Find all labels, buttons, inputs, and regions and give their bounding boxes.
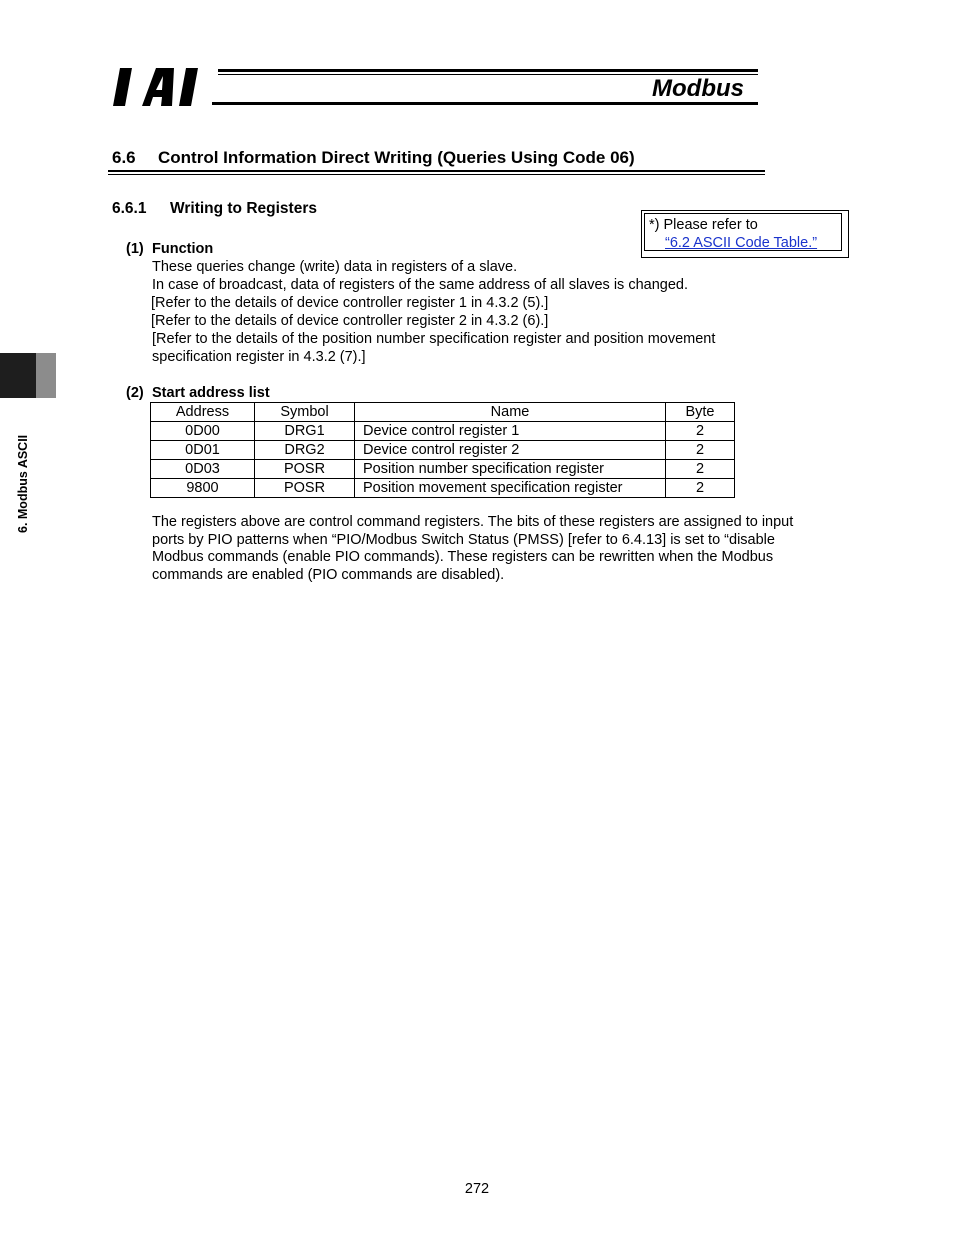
function-line: [Refer to the details of the position number specification register and position movement xyxy=(152,331,716,347)
function-line: These queries change (write) data in registers of a slave. xyxy=(152,259,518,275)
chapter-tab-gray xyxy=(36,353,56,398)
column-header-address: Address xyxy=(151,403,255,422)
cell-byte: 2 xyxy=(666,441,735,460)
cell-address: 9800 xyxy=(151,479,255,498)
table-row xyxy=(151,441,735,460)
cell-name: Device control register 2 xyxy=(355,441,666,460)
start-address-table xyxy=(150,402,735,498)
page-number: 272 xyxy=(464,1181,490,1197)
function-line: [Refer to the details of device controller register 2 in 4.3.2 (6).] xyxy=(151,313,549,329)
table-row xyxy=(151,479,735,498)
ascii-code-table-link[interactable]: “6.2 ASCII Code Table.” xyxy=(665,235,818,251)
chapter-tab-dark xyxy=(0,353,36,398)
subsection-title: Writing to Registers xyxy=(170,200,317,217)
cell-symbol: DRG2 xyxy=(255,441,355,460)
header-title: Modbus xyxy=(652,75,744,102)
section-rule xyxy=(108,170,765,172)
section-title: Control Information Direct Writing (Queries Using Code 06) xyxy=(158,148,635,167)
start-address-number: (2) xyxy=(126,385,144,401)
note-prefix: *) Please refer to xyxy=(649,217,758,233)
cell-address: 0D01 xyxy=(151,441,255,460)
cell-byte: 2 xyxy=(666,460,735,479)
function-line: [Refer to the details of device controller register 1 in 4.3.2 (5).] xyxy=(151,295,549,311)
description-line: commands are enabled (PIO commands are disabled). xyxy=(152,567,505,584)
cell-symbol: POSR xyxy=(255,460,355,479)
chapter-tab-label: 6. Modbus ASCII xyxy=(16,434,30,533)
reference-note-box xyxy=(641,210,849,258)
function-line: In case of broadcast, data of registers of the same address of all slaves is changed. xyxy=(152,277,688,293)
function-line: specification register in 4.3.2 (7).] xyxy=(152,349,366,365)
subsection-heading xyxy=(112,199,317,219)
section-number: 6.6 xyxy=(112,148,136,167)
section-rule-thin xyxy=(108,174,765,175)
registers-description xyxy=(152,514,852,585)
description-line: The registers above are control command registers. The bits of these registers are assigned to input xyxy=(152,514,794,530)
column-header-name: Name xyxy=(355,403,666,422)
cell-name: Position movement specification register xyxy=(355,479,666,498)
cell-byte: 2 xyxy=(666,422,735,441)
cell-address: 0D00 xyxy=(151,422,255,441)
header-rule-top xyxy=(218,69,758,72)
cell-name: Position number specification register xyxy=(355,460,666,479)
table-row xyxy=(151,422,735,441)
subsection-number: 6.6.1 xyxy=(112,200,147,217)
table-header-row xyxy=(151,403,735,422)
function-heading xyxy=(126,240,213,258)
cell-symbol: DRG1 xyxy=(255,422,355,441)
column-header-byte: Byte xyxy=(666,403,735,422)
start-address-heading xyxy=(126,384,270,402)
section-heading xyxy=(112,147,635,169)
function-title: Function xyxy=(152,241,214,257)
description-line: Modbus commands (enable PIO commands). These registers can be rewritten when the Modbus xyxy=(152,549,774,566)
cell-address: 0D03 xyxy=(151,460,255,479)
function-number: (1) xyxy=(126,241,144,257)
column-header-symbol: Symbol xyxy=(255,403,355,422)
table-row xyxy=(151,460,735,479)
cell-byte: 2 xyxy=(666,479,735,498)
function-body xyxy=(152,258,852,366)
description-line: ports by PIO patterns when “PIO/Modbus Switch Status (PMSS) [refer to 6.4.13] is set to “disable xyxy=(152,531,775,548)
start-address-title: Start address list xyxy=(152,385,270,401)
iai-logo xyxy=(112,68,212,106)
cell-name: Device control register 1 xyxy=(355,422,666,441)
cell-symbol: POSR xyxy=(255,479,355,498)
reference-note-inner xyxy=(644,213,842,251)
